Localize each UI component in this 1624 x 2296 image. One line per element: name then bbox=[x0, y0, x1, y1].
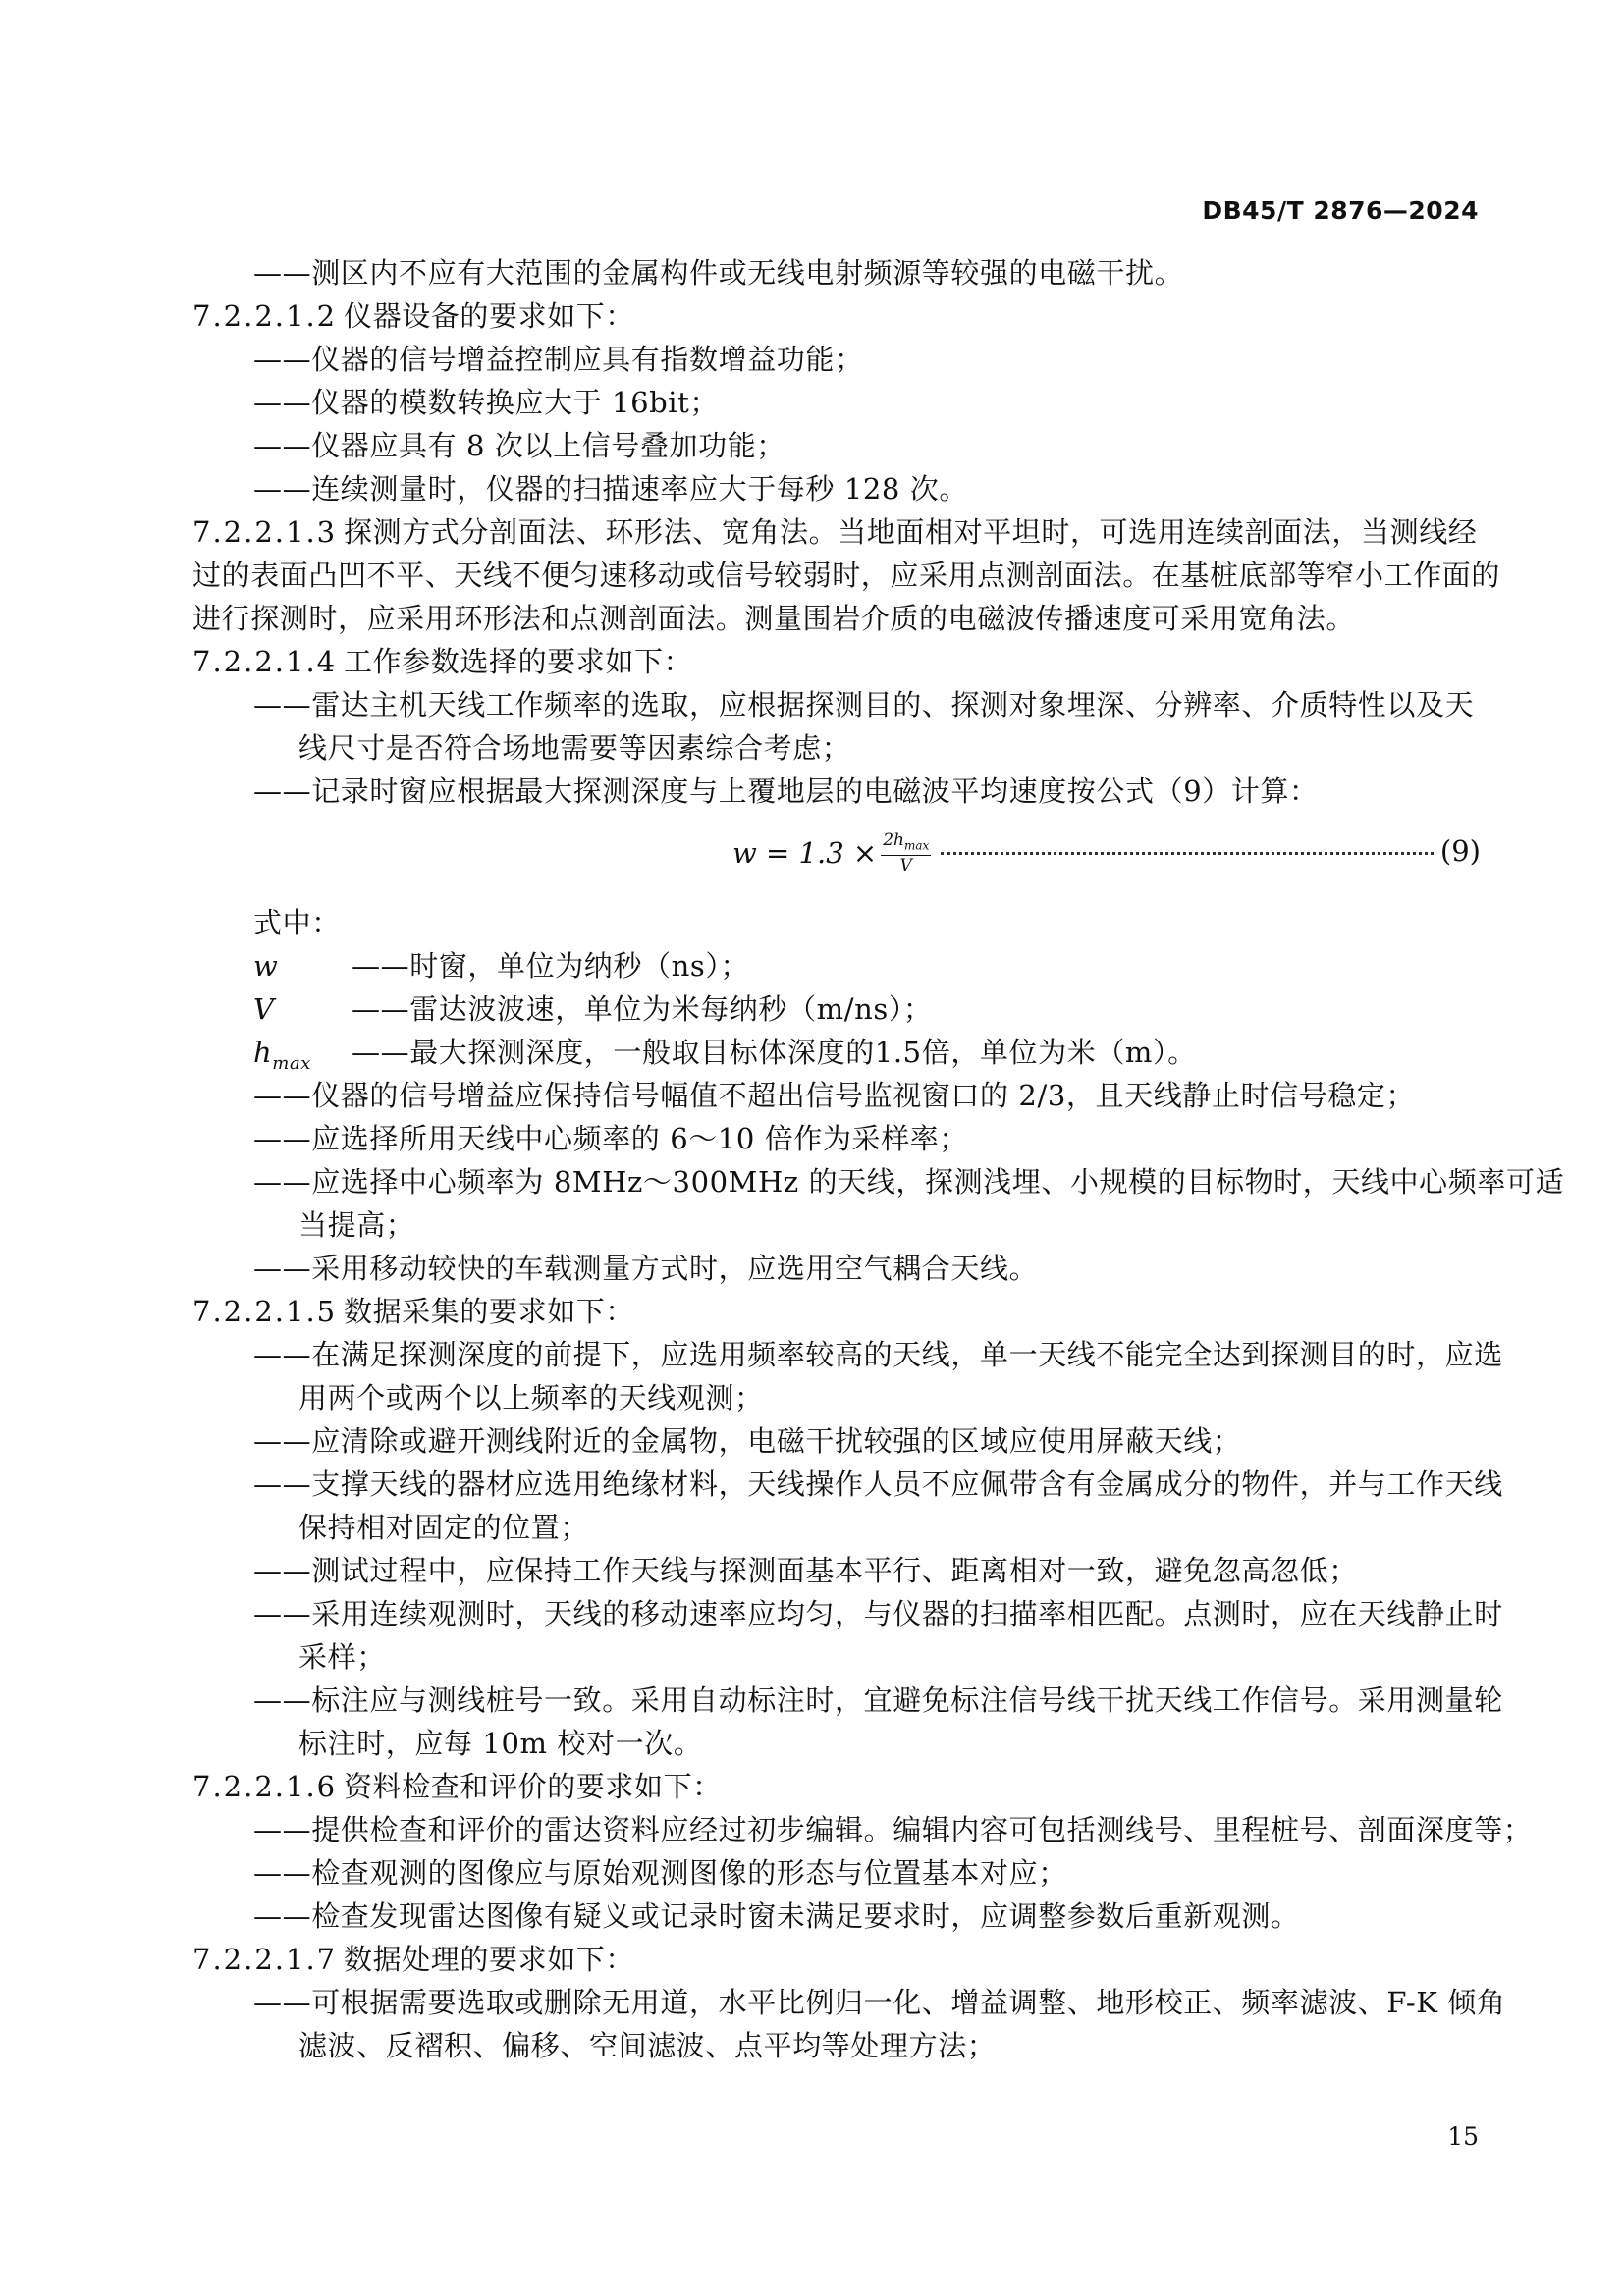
clause-7-2-2-1-3 bbox=[192, 510, 1481, 554]
clause-text: 数据采集的要求如下： bbox=[344, 1295, 635, 1328]
list-item: ——应选择中心频率为 8MHz～300MHz 的天线，探测浅埋、小规模的目标物时，天线中心频率可适 bbox=[253, 1165, 1565, 1199]
list-item-continuation: 保持相对固定的位置； bbox=[298, 1511, 590, 1544]
list-item: ——可根据需要选取或删除无用道，水平比例归一化、增益调整、地形校正、频率滤波、F-K 倾角 bbox=[253, 1986, 1506, 2019]
clause-text: 仪器设备的要求如下： bbox=[344, 299, 635, 333]
list-item: ——记录时窗应根据最大探测深度与上覆地层的电磁波平均速度按公式（9）计算： bbox=[253, 774, 1319, 808]
formula-numerator bbox=[881, 830, 931, 856]
variable-definition bbox=[192, 1031, 1481, 1074]
variable-definition bbox=[192, 944, 1481, 988]
numerator-text: 2h bbox=[883, 830, 904, 850]
variable-description: ——雷达波波速，单位为米每纳秒（m/ns）； bbox=[352, 992, 933, 1026]
symbol-subscript: max bbox=[272, 1052, 312, 1074]
list-item: ——检查观测的图像应与原始观测图像的形态与位置基本对应； bbox=[253, 1856, 1067, 1890]
list-item: ——雷达主机天线工作频率的选取，应根据探测目的、探测对象埋深、分辨率、介质特性以及天 bbox=[253, 688, 1475, 721]
clause-number: 7.2.2.1.7 bbox=[192, 1943, 338, 1976]
symbol-text: V bbox=[253, 992, 275, 1026]
document-body bbox=[192, 251, 1565, 2067]
symbol-text: w bbox=[253, 949, 279, 983]
list-item-continuation: 用两个或两个以上频率的天线观测； bbox=[298, 1381, 764, 1415]
list-item: ——测区内不应有大范围的金属构件或无线电射频源等较强的电磁干扰。 bbox=[253, 256, 1184, 290]
variable-description: ——最大探测深度，一般取目标体深度的1.5倍，单位为米（m）。 bbox=[352, 1036, 1197, 1069]
formula-number: (9) bbox=[1439, 834, 1481, 868]
clause-7-2-2-1-6 bbox=[192, 1765, 1481, 1808]
clause-number: 7.2.2.1.4 bbox=[192, 645, 338, 678]
list-item-continuation: 线尺寸是否符合场地需要等因素综合考虑； bbox=[298, 731, 851, 765]
list-item: ——在满足探测深度的前提下，应选用频率较高的天线，单一天线不能完全达到探测目的时，应选 bbox=[253, 1338, 1503, 1371]
clause-7-2-2-1-7 bbox=[192, 1938, 1481, 1981]
list-item: ——仪器应具有 8 次以上信号叠加功能； bbox=[253, 429, 785, 462]
clause-text: 工作参数选择的要求如下： bbox=[344, 645, 693, 678]
variable-definition bbox=[192, 988, 1481, 1031]
formula-lhs: w = 1.3 × bbox=[732, 836, 878, 871]
clause-number: 7.2.2.1.5 bbox=[192, 1295, 338, 1328]
list-item: ——采用移动较快的车载测量方式时，应选用空气耦合天线。 bbox=[253, 1252, 1039, 1285]
paragraph-line: 进行探测时，应采用环形法和点测剖面法。测量围岩介质的电磁波传播速度可采用宽角法。 bbox=[192, 602, 1356, 635]
list-item-continuation: 滤波、反褶积、偏移、空间滤波、点平均等处理方法； bbox=[298, 2029, 997, 2062]
list-item: ——提供检查和评价的雷达资料应经过初步编辑。编辑内容可包括测线号、里程桩号、剖面深度等； bbox=[253, 1813, 1533, 1846]
list-item: ——仪器的信号增益应保持信号幅值不超出信号监视窗口的 2/3，且天线静止时信号稳定； bbox=[253, 1079, 1416, 1112]
numerator-subscript: max bbox=[903, 838, 930, 853]
list-item: ——连续测量时，仪器的扫描速率应大于每秒 128 次。 bbox=[253, 472, 968, 506]
symbol-text: h bbox=[253, 1036, 273, 1069]
list-item: ——测试过程中，应保持工作天线与探测面基本平行、距离相对一致，避免忽高忽低； bbox=[253, 1554, 1358, 1587]
paragraph-line: 过的表面凸凹不平、天线不便匀速移动或信号较弱时，应采用点测剖面法。在基桩底部等窄小工作面的 bbox=[192, 559, 1501, 592]
clause-number: 7.2.2.1.2 bbox=[192, 299, 338, 333]
clause-number: 7.2.2.1.3 bbox=[192, 515, 338, 549]
page-header-standard-code: DB45/T 2876—2024 bbox=[1202, 196, 1479, 225]
dot-leader bbox=[941, 852, 1434, 855]
list-item: ——支撑天线的器材应选用绝缘材料，天线操作人员不应佩带含有金属成分的物件，并与工作天线 bbox=[253, 1468, 1503, 1501]
clause-text: 探测方式分剖面法、环形法、宽角法。当地面相对平坦时，可选用连续剖面法，当测线经 bbox=[344, 515, 1478, 549]
clause-7-2-2-1-2 bbox=[192, 294, 1481, 338]
page-number: 15 bbox=[1447, 2122, 1479, 2151]
list-item: ——应选择所用天线中心频率的 6～10 倍作为采样率； bbox=[253, 1122, 968, 1155]
formula-fraction bbox=[881, 830, 931, 876]
where-label: 式中： bbox=[253, 906, 341, 939]
list-item: ——检查发现雷达图像有疑义或记录时窗未满足要求时，应调整参数后重新观测。 bbox=[253, 1899, 1300, 1933]
list-item-continuation: 当提高； bbox=[298, 1208, 415, 1242]
clause-7-2-2-1-5 bbox=[192, 1290, 1481, 1333]
list-item: ——仪器的信号增益控制应具有指数增益功能； bbox=[253, 343, 864, 376]
clause-text: 资料检查和评价的要求如下： bbox=[344, 1770, 722, 1803]
variable-symbol bbox=[192, 1031, 352, 1086]
list-item: ——仪器的模数转换应大于 16bit； bbox=[253, 386, 720, 419]
clause-number: 7.2.2.1.6 bbox=[192, 1770, 338, 1803]
list-item: ——标注应与测线桩号一致。采用自动标注时，宜避免标注信号线干扰天线工作信号。采用测量轮 bbox=[253, 1683, 1503, 1717]
list-item: ——采用连续观测时，天线的移动速率应均匀，与仪器的扫描率相匹配。点测时，应在天线静止时 bbox=[253, 1597, 1503, 1630]
formula-denominator: V bbox=[899, 856, 912, 877]
formula-9 bbox=[192, 821, 1481, 891]
clause-text: 数据处理的要求如下： bbox=[344, 1943, 635, 1976]
clause-7-2-2-1-4 bbox=[192, 640, 1481, 683]
list-item-continuation: 标注时，应每 10m 校对一次。 bbox=[298, 1727, 703, 1760]
variable-description: ——时窗，单位为纳秒（ns）； bbox=[352, 949, 750, 983]
list-item-continuation: 采样； bbox=[298, 1640, 386, 1674]
list-item: ——应清除或避开测线附近的金属物，电磁干扰较强的区域应使用屏蔽天线； bbox=[253, 1424, 1242, 1458]
formula-expression bbox=[732, 830, 931, 876]
